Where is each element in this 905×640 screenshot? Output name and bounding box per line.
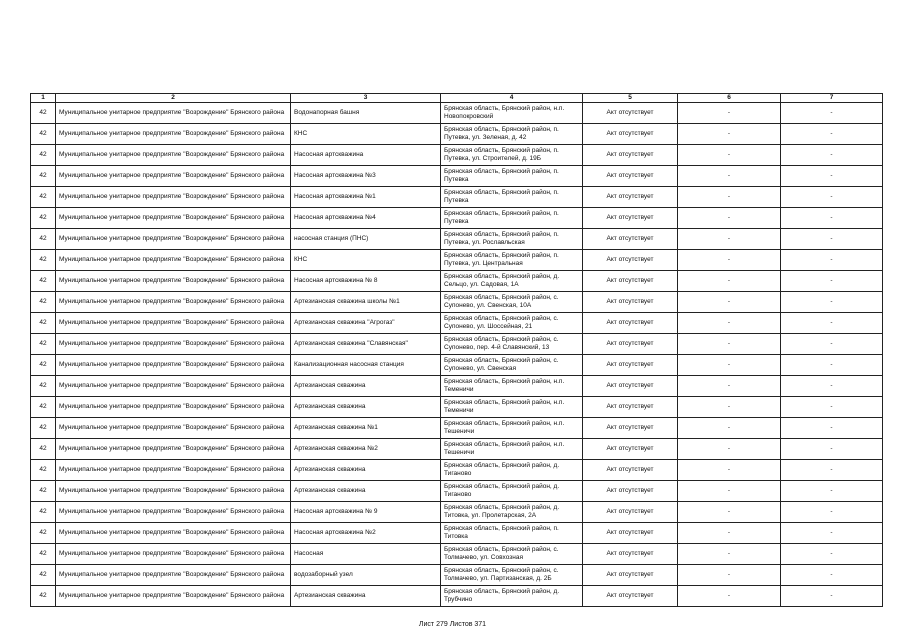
column-6-cell: - (678, 334, 781, 355)
row-number-cell: 42 (31, 103, 56, 124)
column-7-cell: - (781, 544, 883, 565)
status-cell: Акт отсутствует (583, 418, 678, 439)
column-6-cell: - (678, 103, 781, 124)
object-name-cell: Насосная артскважина (291, 145, 441, 166)
status-cell: Акт отсутствует (583, 439, 678, 460)
row-number-cell: 42 (31, 502, 56, 523)
table-row (31, 544, 883, 565)
table-row (31, 460, 883, 481)
object-name-cell: Насосная артскважина № 8 (291, 271, 441, 292)
status-cell: Акт отсутствует (583, 334, 678, 355)
organization-cell: Муниципальное унитарное предприятие "Возрождение" Брянского района (56, 397, 291, 418)
column-7-cell: - (781, 250, 883, 271)
address-cell: Брянская область, Брянский район, н.п. Теменичи (441, 397, 583, 418)
column-7-cell: - (781, 502, 883, 523)
column-6-cell: - (678, 376, 781, 397)
row-number-cell: 42 (31, 376, 56, 397)
organization-cell: Муниципальное унитарное предприятие "Возрождение" Брянского района (56, 565, 291, 586)
organization-cell: Муниципальное унитарное предприятие "Возрождение" Брянского района (56, 313, 291, 334)
column-6-cell: - (678, 355, 781, 376)
object-name-cell: водозаборный узел (291, 565, 441, 586)
address-cell: Брянская область, Брянский район, п. Путевка, ул. Строителей, д. 19Б (441, 145, 583, 166)
organization-cell: Муниципальное унитарное предприятие "Возрождение" Брянского района (56, 166, 291, 187)
status-cell: Акт отсутствует (583, 124, 678, 145)
table-row (31, 250, 883, 271)
page-footer: Лист 279 Листов 371 (418, 621, 487, 628)
row-number-cell: 42 (31, 124, 56, 145)
organization-cell: Муниципальное унитарное предприятие "Возрождение" Брянского района (56, 355, 291, 376)
address-cell: Брянская область, Брянский район, д. Тиганово (441, 481, 583, 502)
column-number: 5 (583, 94, 678, 103)
status-cell: Акт отсутствует (583, 292, 678, 313)
table-row (31, 166, 883, 187)
organization-cell: Муниципальное унитарное предприятие "Возрождение" Брянского района (56, 250, 291, 271)
column-6-cell: - (678, 586, 781, 607)
status-cell: Акт отсутствует (583, 460, 678, 481)
object-name-cell: Артезианская скважина школы №1 (291, 292, 441, 313)
address-cell: Брянская область, Брянский район, н.п. Тешеничи (441, 418, 583, 439)
object-name-cell: Водонапорная башня (291, 103, 441, 124)
status-cell: Акт отсутствует (583, 481, 678, 502)
row-number-cell: 42 (31, 250, 56, 271)
column-number: 3 (291, 94, 441, 103)
table-row (31, 229, 883, 250)
row-number-cell: 42 (31, 418, 56, 439)
object-name-cell: Артезианская скважина "Славянская" (291, 334, 441, 355)
address-cell: Брянская область, Брянский район, п. Путевка, ул. Рославльская (441, 229, 583, 250)
address-cell: Брянская область, Брянский район, с. Толмачево, ул. Совхозная (441, 544, 583, 565)
column-number: 2 (56, 94, 291, 103)
table-row (31, 313, 883, 334)
organization-cell: Муниципальное унитарное предприятие "Возрождение" Брянского района (56, 145, 291, 166)
column-7-cell: - (781, 376, 883, 397)
status-cell: Акт отсутствует (583, 103, 678, 124)
column-7-cell: - (781, 313, 883, 334)
table-row (31, 481, 883, 502)
column-6-cell: - (678, 166, 781, 187)
table-row (31, 376, 883, 397)
status-cell: Акт отсутствует (583, 145, 678, 166)
address-cell: Брянская область, Брянский район, с. Супонево, ул. Свенская, 10А (441, 292, 583, 313)
table-row (31, 418, 883, 439)
column-6-cell: - (678, 271, 781, 292)
address-cell: Брянская область, Брянский район, д. Сельцо, ул. Садовая, 1А (441, 271, 583, 292)
status-cell: Акт отсутствует (583, 544, 678, 565)
organization-cell: Муниципальное унитарное предприятие "Возрождение" Брянского района (56, 418, 291, 439)
object-name-cell: Насосная артскважина №3 (291, 166, 441, 187)
address-cell: Брянская область, Брянский район, д. Титовка, ул. Пролетарская, 2А (441, 502, 583, 523)
column-6-cell: - (678, 397, 781, 418)
status-cell: Акт отсутствует (583, 586, 678, 607)
address-cell: Брянская область, Брянский район, д. Тиганово (441, 460, 583, 481)
column-number: 1 (31, 94, 56, 103)
object-name-cell: Артезианская скважина (291, 376, 441, 397)
table-row (31, 439, 883, 460)
address-cell: Брянская область, Брянский район, п. Титовка (441, 523, 583, 544)
address-cell: Брянская область, Брянский район, с. Супонево, ул. Шоссейная, 21 (441, 313, 583, 334)
status-cell: Акт отсутствует (583, 313, 678, 334)
row-number-cell: 42 (31, 355, 56, 376)
organization-cell: Муниципальное унитарное предприятие "Возрождение" Брянского района (56, 229, 291, 250)
object-name-cell: Артезианская скважина (291, 460, 441, 481)
organization-cell: Муниципальное унитарное предприятие "Возрождение" Брянского района (56, 103, 291, 124)
status-cell: Акт отсутствует (583, 397, 678, 418)
column-6-cell: - (678, 523, 781, 544)
status-cell: Акт отсутствует (583, 229, 678, 250)
organization-cell: Муниципальное унитарное предприятие "Возрождение" Брянского района (56, 481, 291, 502)
table-row (31, 523, 883, 544)
table-row (31, 271, 883, 292)
column-number: 4 (441, 94, 583, 103)
object-name-cell: Насосная (291, 544, 441, 565)
table-row (31, 103, 883, 124)
address-cell: Брянская область, Брянский район, д. Трубчино (441, 586, 583, 607)
address-cell: Брянская область, Брянский район, с. Толмачево, ул. Партизанская, д. 2Б (441, 565, 583, 586)
table-row (31, 208, 883, 229)
organization-cell: Муниципальное унитарное предприятие "Возрождение" Брянского района (56, 376, 291, 397)
organization-cell: Муниципальное унитарное предприятие "Возрождение" Брянского района (56, 334, 291, 355)
row-number-cell: 42 (31, 523, 56, 544)
column-6-cell: - (678, 439, 781, 460)
object-name-cell: Артезианская скважина №2 (291, 439, 441, 460)
column-7-cell: - (781, 124, 883, 145)
organization-cell: Муниципальное унитарное предприятие "Возрождение" Брянского района (56, 460, 291, 481)
address-cell: Брянская область, Брянский район, н.п. Теменичи (441, 376, 583, 397)
row-number-cell: 42 (31, 313, 56, 334)
column-7-cell: - (781, 355, 883, 376)
table-row (31, 187, 883, 208)
column-7-cell: - (781, 187, 883, 208)
object-name-cell: Насосная артскважина № 9 (291, 502, 441, 523)
column-6-cell: - (678, 124, 781, 145)
column-number-row (31, 94, 883, 103)
column-7-cell: - (781, 166, 883, 187)
table-row (31, 565, 883, 586)
column-7-cell: - (781, 523, 883, 544)
address-cell: Брянская область, Брянский район, п. Путевка, ул. Зеленая, д. 42 (441, 124, 583, 145)
organization-cell: Муниципальное унитарное предприятие "Возрождение" Брянского района (56, 439, 291, 460)
column-7-cell: - (781, 586, 883, 607)
table-body (31, 94, 883, 607)
table-row (31, 586, 883, 607)
table-row (31, 124, 883, 145)
status-cell: Акт отсутствует (583, 565, 678, 586)
object-name-cell: Артезианская скважина (291, 481, 441, 502)
column-7-cell: - (781, 460, 883, 481)
address-cell: Брянская область, Брянский район, п. Путевка, ул. Центральная (441, 250, 583, 271)
column-7-cell: - (781, 145, 883, 166)
column-7-cell: - (781, 418, 883, 439)
address-cell: Брянская область, Брянский район, п. Путевка (441, 187, 583, 208)
organization-cell: Муниципальное унитарное предприятие "Возрождение" Брянского района (56, 271, 291, 292)
address-cell: Брянская область, Брянский район, с. Супонево, ул. Свенская (441, 355, 583, 376)
object-name-cell: Канализационная насосная станция (291, 355, 441, 376)
column-6-cell: - (678, 313, 781, 334)
column-6-cell: - (678, 502, 781, 523)
row-number-cell: 42 (31, 481, 56, 502)
column-number: 6 (678, 94, 781, 103)
column-number: 7 (781, 94, 883, 103)
row-number-cell: 42 (31, 208, 56, 229)
column-7-cell: - (781, 292, 883, 313)
object-name-cell: КНС (291, 250, 441, 271)
column-6-cell: - (678, 229, 781, 250)
organization-cell: Муниципальное унитарное предприятие "Возрождение" Брянского района (56, 292, 291, 313)
row-number-cell: 42 (31, 187, 56, 208)
column-7-cell: - (781, 208, 883, 229)
object-name-cell: насосная станция (ПНС) (291, 229, 441, 250)
row-number-cell: 42 (31, 271, 56, 292)
column-7-cell: - (781, 334, 883, 355)
row-number-cell: 42 (31, 565, 56, 586)
column-6-cell: - (678, 292, 781, 313)
address-cell: Брянская область, Брянский район, п. Путевка (441, 166, 583, 187)
object-name-cell: Насосная артскважина №2 (291, 523, 441, 544)
column-7-cell: - (781, 397, 883, 418)
status-cell: Акт отсутствует (583, 502, 678, 523)
object-name-cell: Артезианская скважина "Агрогаз" (291, 313, 441, 334)
status-cell: Акт отсутствует (583, 187, 678, 208)
organization-cell: Муниципальное унитарное предприятие "Возрождение" Брянского района (56, 586, 291, 607)
column-7-cell: - (781, 481, 883, 502)
column-7-cell: - (781, 229, 883, 250)
column-7-cell: - (781, 439, 883, 460)
object-name-cell: Артезианская скважина (291, 586, 441, 607)
row-number-cell: 42 (31, 586, 56, 607)
row-number-cell: 42 (31, 460, 56, 481)
organization-cell: Муниципальное унитарное предприятие "Возрождение" Брянского района (56, 124, 291, 145)
table-row (31, 334, 883, 355)
column-6-cell: - (678, 481, 781, 502)
object-name-cell: КНС (291, 124, 441, 145)
column-6-cell: - (678, 208, 781, 229)
object-name-cell: Насосная артскважина №1 (291, 187, 441, 208)
organization-cell: Муниципальное унитарное предприятие "Возрождение" Брянского района (56, 523, 291, 544)
column-6-cell: - (678, 544, 781, 565)
table-row (31, 397, 883, 418)
table-row (31, 145, 883, 166)
status-cell: Акт отсутствует (583, 355, 678, 376)
object-name-cell: Насосная артскважина №4 (291, 208, 441, 229)
column-6-cell: - (678, 418, 781, 439)
column-6-cell: - (678, 145, 781, 166)
organization-cell: Муниципальное унитарное предприятие "Возрождение" Брянского района (56, 502, 291, 523)
object-name-cell: Артезианская скважина №1 (291, 418, 441, 439)
row-number-cell: 42 (31, 292, 56, 313)
column-6-cell: - (678, 565, 781, 586)
row-number-cell: 42 (31, 166, 56, 187)
status-cell: Акт отсутствует (583, 376, 678, 397)
organization-cell: Муниципальное унитарное предприятие "Возрождение" Брянского района (56, 187, 291, 208)
address-cell: Брянская область, Брянский район, с. Супонево, пер. 4-й Славянский, 13 (441, 334, 583, 355)
row-number-cell: 42 (31, 229, 56, 250)
table-row (31, 502, 883, 523)
column-6-cell: - (678, 187, 781, 208)
status-cell: Акт отсутствует (583, 208, 678, 229)
column-7-cell: - (781, 103, 883, 124)
row-number-cell: 42 (31, 145, 56, 166)
organization-cell: Муниципальное унитарное предприятие "Возрождение" Брянского района (56, 544, 291, 565)
registry-table (30, 93, 883, 607)
address-cell: Брянская область, Брянский район, п. Путевка (441, 208, 583, 229)
column-7-cell: - (781, 565, 883, 586)
row-number-cell: 42 (31, 334, 56, 355)
status-cell: Акт отсутствует (583, 166, 678, 187)
object-name-cell: Артезианская скважина (291, 397, 441, 418)
table-row (31, 292, 883, 313)
row-number-cell: 42 (31, 439, 56, 460)
organization-cell: Муниципальное унитарное предприятие "Возрождение" Брянского района (56, 208, 291, 229)
status-cell: Акт отсутствует (583, 250, 678, 271)
column-6-cell: - (678, 460, 781, 481)
table-row (31, 355, 883, 376)
status-cell: Акт отсутствует (583, 271, 678, 292)
column-6-cell: - (678, 250, 781, 271)
row-number-cell: 42 (31, 544, 56, 565)
row-number-cell: 42 (31, 397, 56, 418)
status-cell: Акт отсутствует (583, 523, 678, 544)
column-7-cell: - (781, 271, 883, 292)
address-cell: Брянская область, Брянский район, н.п. Тешеничи (441, 439, 583, 460)
address-cell: Брянская область, Брянский район, н.п. Новопокровский (441, 103, 583, 124)
